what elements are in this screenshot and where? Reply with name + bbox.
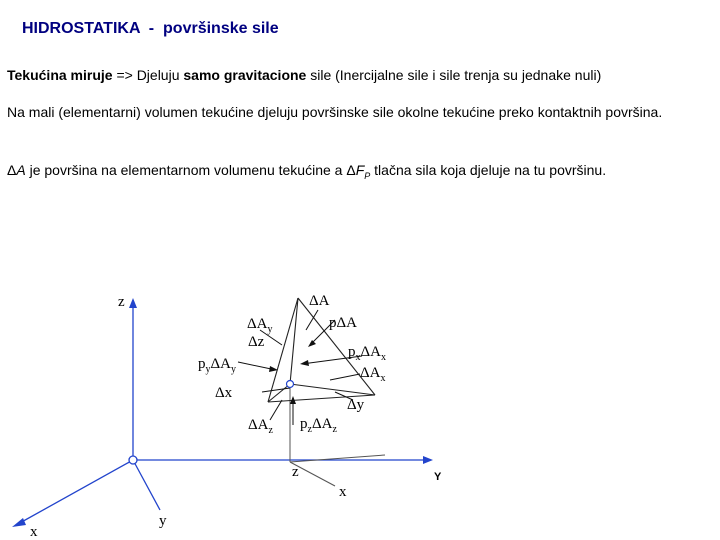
z-axis-arrow [129, 298, 137, 308]
pdA-arrow-head [308, 340, 316, 347]
text-only-gravitational: samo gravitacione [183, 67, 307, 83]
py-sub2: y [230, 364, 236, 375]
dx-leader [262, 388, 290, 392]
delta-symbol: Δ [7, 162, 17, 178]
dAx-leader [330, 374, 360, 380]
dAy-sub: y [267, 324, 273, 335]
z-axis-label: z [118, 294, 125, 310]
edge-base-x [268, 384, 290, 402]
pdA-label: pΔA [329, 315, 357, 331]
force-subscript: P [364, 170, 371, 181]
dA-leader [306, 310, 318, 330]
px-mid: ΔA [360, 344, 381, 360]
local-y-line [290, 455, 385, 462]
pz-p: p [300, 416, 308, 432]
local-z-label: z [292, 464, 299, 480]
dz-label: Δz [248, 334, 265, 350]
y-axis-label: y [159, 513, 167, 529]
px-arrow-head [300, 360, 309, 366]
dAy-main: ΔA [247, 316, 268, 332]
pz-sub2: z [332, 424, 337, 435]
definition-text: je površina na elementarnom volumenu tekućine a [25, 162, 347, 178]
local-x-label: x [339, 484, 347, 500]
x-axis-line [18, 460, 133, 524]
origin-point [129, 456, 137, 464]
text-act: => Djeluju [112, 67, 184, 83]
dA-label: ΔA [309, 293, 330, 309]
px-p: p [348, 344, 356, 360]
dAz-label [248, 417, 273, 436]
x-axis-label: x [30, 524, 38, 540]
dAy-label [247, 316, 272, 335]
dAx-main: ΔA [360, 365, 381, 381]
pz-dAz-label [300, 416, 337, 435]
dAx-sub: x [380, 373, 386, 384]
y-axis-line [133, 460, 160, 510]
delta-symbol-2: Δ [346, 162, 356, 178]
Y-axis-arrow [423, 456, 433, 464]
py-p: p [198, 356, 206, 372]
area-symbol: A [16, 162, 26, 178]
py-dAy-label [198, 356, 236, 375]
py-mid: ΔA [210, 356, 231, 372]
page-title: HIDROSTATIKA - površinske sile [22, 20, 279, 37]
Y-axis-label: Y [434, 471, 442, 483]
px-sub2: x [380, 352, 386, 363]
pz-sub1: z [307, 424, 312, 435]
paragraph-surface-forces: Na mali (elementarni) volumen tekućine djeluju površinske sile okolne tekućine preko kontaktnih površina. [7, 104, 663, 120]
dAz-leader [270, 400, 282, 420]
text-fluid-at-rest: Tekućina miruje [7, 67, 113, 83]
force-symbol: F [355, 162, 365, 178]
dx-label: Δx [215, 385, 233, 401]
dAz-main: ΔA [248, 417, 269, 433]
px-sub1: x [355, 352, 361, 363]
px-dAx-label [348, 344, 386, 363]
x-axis-arrow [12, 518, 26, 527]
py-sub1: y [205, 364, 211, 375]
dy-label: Δy [347, 397, 365, 413]
edge-base-y [290, 384, 375, 395]
pz-mid: ΔA [311, 416, 333, 432]
dAz-sub: z [268, 425, 273, 436]
element-point [287, 381, 294, 388]
text-forces-note: sile (Inercijalne sile i sile trenja su jednake nuli) [306, 67, 602, 83]
definition-text-end: tlačna sila koja djeluje na tu površinu. [370, 162, 607, 178]
